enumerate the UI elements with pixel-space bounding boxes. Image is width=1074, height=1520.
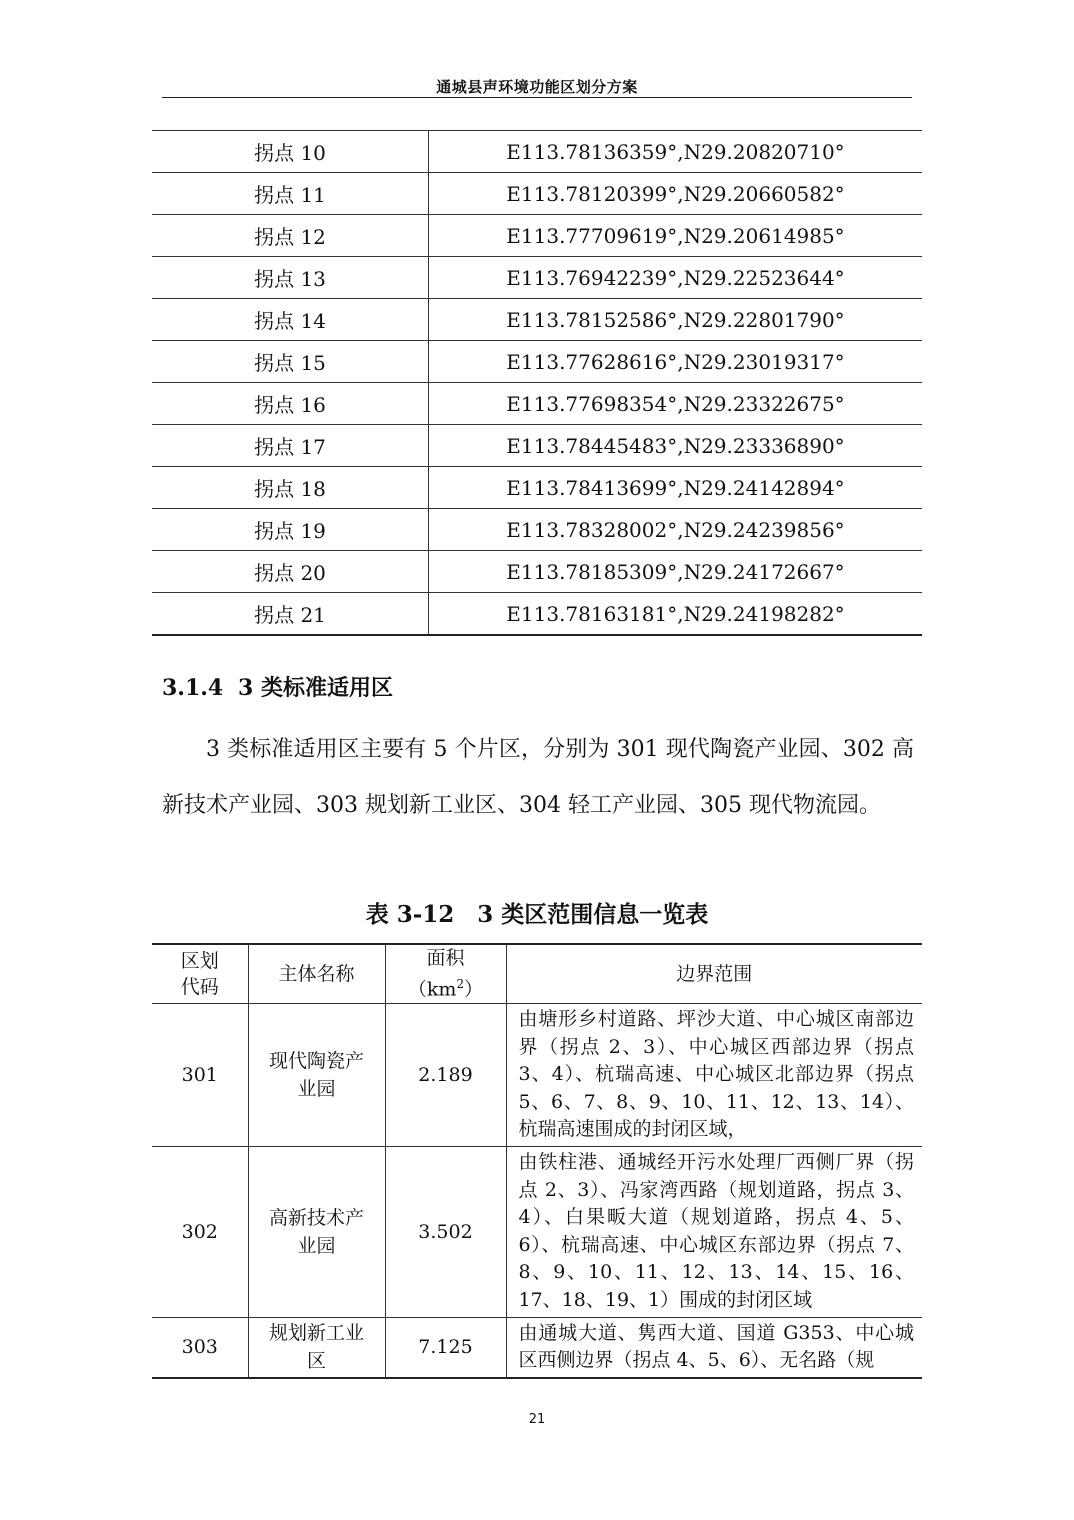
section-heading <box>162 671 393 702</box>
zone-code-cell: 301 <box>152 1004 248 1147</box>
table-caption: 表 3-12 3 类区范围信息一览表 <box>365 901 709 928</box>
turning-point-coordinate: E113.78152586°,N29.22801790° <box>429 299 923 341</box>
header-entity-name: 主体名称 <box>248 944 385 1004</box>
zone-range-table <box>152 943 922 1379</box>
table-row <box>152 1317 922 1378</box>
section-number: 3.1.4 <box>162 675 224 701</box>
header-area-unit-post: ） <box>464 978 484 1001</box>
header-area <box>385 944 506 1004</box>
page-number: 21 <box>528 1412 546 1427</box>
zone-code-cell: 302 <box>152 1146 248 1317</box>
section-title: 3 类标准适用区 <box>238 675 393 701</box>
header-area-line1: 面积 <box>426 947 465 970</box>
area-cell: 7.125 <box>385 1317 506 1378</box>
turning-point-label: 拐点 21 <box>152 593 429 636</box>
turning-point-coordinate: E113.77698354°,N29.23322675° <box>429 383 923 425</box>
header-zone-code-line2: 代码 <box>180 976 219 998</box>
table-row <box>152 341 922 383</box>
table-row <box>152 383 922 425</box>
table-header-row <box>152 944 922 1004</box>
turning-point-label: 拐点 15 <box>152 341 429 383</box>
entity-name-cell: 高新技术产业园 <box>248 1146 385 1317</box>
table-row <box>152 257 922 299</box>
turning-point-coordinate: E113.78328002°,N29.24239856° <box>429 509 923 551</box>
turning-point-coordinates-table <box>152 130 922 636</box>
document-header-title: 通城县声环境功能区划分方案 <box>436 78 638 96</box>
turning-point-coordinate: E113.78413699°,N29.24142894° <box>429 467 923 509</box>
table-row <box>152 425 922 467</box>
turning-point-label: 拐点 19 <box>152 509 429 551</box>
table-row <box>152 593 922 636</box>
turning-point-label: 拐点 13 <box>152 257 429 299</box>
header-boundary-range: 边界范围 <box>506 944 922 1004</box>
turning-point-label: 拐点 12 <box>152 215 429 257</box>
turning-point-label: 拐点 17 <box>152 425 429 467</box>
turning-point-coordinate: E113.78120399°,N29.20660582° <box>429 173 923 215</box>
turning-point-label: 拐点 16 <box>152 383 429 425</box>
zone-code-cell: 303 <box>152 1317 248 1378</box>
turning-point-coordinate: E113.78136359°,N29.20820710° <box>429 131 923 173</box>
table-row <box>152 131 922 173</box>
table-row <box>152 551 922 593</box>
boundary-range-cell: 由通城大道、隽西大道、国道 G353、中心城区西侧边界（拐点 4、5、6）、无名路（规 <box>506 1317 922 1378</box>
turning-point-label: 拐点 18 <box>152 467 429 509</box>
table-row <box>152 173 922 215</box>
area-cell: 2.189 <box>385 1004 506 1147</box>
body-paragraph: 3 类标准适用区主要有 5 个片区，分别为 301 现代陶瓷产业园、302 高新技术产业园、303 规划新工业区、304 轻工产业园、305 现代物流园。 <box>162 737 914 818</box>
turning-point-coordinate: E113.77709619°,N29.20614985° <box>429 215 923 257</box>
turning-point-coordinate: E113.78445483°,N29.23336890° <box>429 425 923 467</box>
area-cell: 3.502 <box>385 1146 506 1317</box>
boundary-range-cell: 由铁柱港、通城经开污水处理厂西侧厂界（拐点 2、3）、冯家湾西路（规划道路，拐点 3、4）、白果畈大道（规划道路，拐点 4、5、6）、杭瑞高速、中心城区东部边界（拐点 7、8、9、10、11、12、13、14、15、16、17、18、19、1）围成的封闭区域 <box>506 1146 922 1317</box>
turning-point-label: 拐点 14 <box>152 299 429 341</box>
turning-point-label: 拐点 10 <box>152 131 429 173</box>
table-row <box>152 1004 922 1147</box>
header-area-unit-sup: 2 <box>456 977 465 992</box>
boundary-range-cell: 由塘形乡村道路、坪沙大道、中心城区南部边界（拐点 2、3）、中心城区西部边界（拐点 3、4）、杭瑞高速、中心城区北部边界（拐点 5、6、7、8、9、10、11、12、13、14）、杭瑞高速围成的封闭区域， <box>506 1004 922 1147</box>
table-row <box>152 509 922 551</box>
header-zone-code <box>152 944 248 1004</box>
table-row <box>152 1146 922 1317</box>
turning-point-coordinate: E113.78163181°,N29.24198282° <box>429 593 923 636</box>
turning-point-label: 拐点 11 <box>152 173 429 215</box>
turning-point-coordinate: E113.77628616°,N29.23019317° <box>429 341 923 383</box>
header-area-unit-pre: （km <box>407 978 457 1001</box>
table-row <box>152 299 922 341</box>
header-divider <box>162 97 912 98</box>
table-row <box>152 215 922 257</box>
turning-point-label: 拐点 20 <box>152 551 429 593</box>
header-zone-code-line1: 区划 <box>180 950 219 972</box>
entity-name-cell: 规划新工业区 <box>248 1317 385 1378</box>
turning-point-coordinate: E113.76942239°,N29.22523644° <box>429 257 923 299</box>
table-row <box>152 467 922 509</box>
turning-point-coordinate: E113.78185309°,N29.24172667° <box>429 551 923 593</box>
entity-name-cell: 现代陶瓷产业园 <box>248 1004 385 1147</box>
